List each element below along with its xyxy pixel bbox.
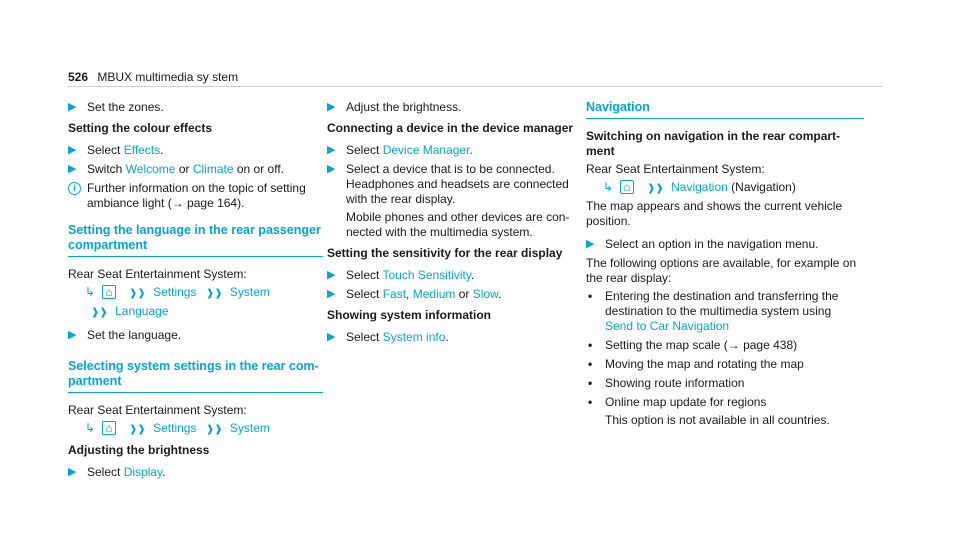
- double-chevron-icon: ❱❱: [205, 288, 223, 299]
- step-arrow-icon: ▶: [327, 288, 336, 300]
- subheading-brightness: Adjusting the brightness: [68, 443, 210, 457]
- list-item: • Showing route information: [588, 376, 745, 390]
- step-arrow-icon: ▶: [327, 144, 336, 156]
- language-link[interactable]: Language: [115, 304, 169, 318]
- settings-link[interactable]: Settings: [153, 285, 197, 299]
- section-title-language: Setting the language in the rear passenger compartment: [68, 223, 323, 257]
- welcome-link[interactable]: Welcome: [125, 162, 176, 176]
- step-select-device-manager: ▶ Select Device Manager.: [327, 143, 473, 157]
- list-item: • Online map update for regions This option is not available in all countries.: [586, 395, 864, 428]
- note-availability: This option is not available in all countries.: [605, 413, 830, 427]
- rear-seat-label: Rear Seat Entertainment System:: [68, 403, 247, 417]
- list-item: • Moving the map and rotating the map: [588, 357, 804, 371]
- device-manager-link[interactable]: Device Manager: [382, 143, 470, 157]
- rear-seat-label: Rear Seat Entertainment System:: [586, 162, 765, 176]
- home-icon: ⌂: [102, 285, 115, 299]
- step-select-display: ▶ Select Display.: [68, 465, 166, 479]
- touch-sensitivity-link[interactable]: Touch Sensitivity: [382, 268, 471, 282]
- rear-seat-label: Rear Seat Entertainment System:: [68, 267, 247, 281]
- step-select-device: ▶ Select a device that is to be connected. Headphones and headsets are connected with the rear display. Mobile phones and other devices are con- nected with the multimedia system.: [327, 162, 582, 240]
- double-chevron-icon: ❱❱: [129, 424, 146, 435]
- double-chevron-icon: ❱❱: [647, 183, 664, 194]
- column-2: [327, 100, 582, 349]
- header-divider: [68, 86, 882, 87]
- return-arrow-icon: ↳: [603, 180, 614, 194]
- column-3: [586, 100, 864, 432]
- effects-link[interactable]: Effects: [123, 143, 161, 157]
- subheading-switch-navigation: Switching on navigation in the rear compart- ment: [586, 129, 841, 158]
- subheading-colour-effects: Setting the colour effects: [68, 121, 213, 135]
- list-item: • Entering the destination and transferring the destination to the multimedia system using Send to Car Navigation: [588, 289, 839, 333]
- subheading-sensitivity: Setting the sensitivity for the rear display: [327, 246, 563, 260]
- section-title-navigation: Navigation: [586, 100, 864, 119]
- step-arrow-icon: ▶: [68, 144, 77, 156]
- home-icon: ⌂: [620, 180, 633, 194]
- subheading-system-info: Showing system information: [327, 308, 492, 322]
- step-arrow-icon: ▶: [586, 238, 595, 250]
- step-arrow-icon: ▶: [68, 101, 77, 113]
- options-intro: The following options are available, for example on the rear display:: [586, 256, 857, 285]
- step-switch-welcome: ▶ Switch Welcome or Climate on or off.: [68, 162, 285, 176]
- note-mobile-phones: Mobile phones and other devices are con- nected with the multimedia system.: [346, 210, 570, 239]
- step-select-option: ▶ Select an option in the navigation menu.: [586, 237, 819, 251]
- list-item: • Setting the map scale (→ page 438): [588, 338, 798, 352]
- double-chevron-icon: ❱❱: [91, 307, 108, 318]
- fast-link[interactable]: Fast: [382, 287, 407, 301]
- info-icon: i: [68, 182, 81, 195]
- step-arrow-icon: ▶: [327, 331, 336, 343]
- step-set-zones: ▶ Set the zones.: [68, 100, 164, 114]
- step-arrow-icon: ▶: [327, 163, 336, 175]
- info-note: i Further information on the topic of setting ambiance light (→ page 164).: [68, 181, 323, 211]
- double-chevron-icon: ❱❱: [129, 288, 146, 299]
- double-chevron-icon: ❱❱: [205, 424, 223, 435]
- subheading-device-manager: Connecting a device in the device manager: [327, 121, 574, 135]
- step-select-touch-sensitivity: ▶ Select Touch Sensitivity.: [327, 268, 475, 282]
- return-arrow-icon: ↳: [85, 421, 96, 435]
- step-adjust-brightness: ▶ Adjust the brightness.: [327, 100, 462, 114]
- system-info-link[interactable]: System info: [382, 330, 446, 344]
- step-arrow-icon: ▶: [68, 466, 77, 478]
- settings-link[interactable]: Settings: [153, 421, 197, 435]
- step-arrow-icon: ▶: [327, 269, 336, 281]
- navigation-link[interactable]: Navigation: [671, 180, 728, 194]
- send-to-car-link[interactable]: Send to Car Navigation: [605, 319, 730, 333]
- display-link[interactable]: Display: [123, 465, 163, 479]
- menu-path-navigation: ↳ ⌂ ❱❱ Navigation (Navigation): [603, 180, 796, 194]
- step-arrow-icon: ▶: [68, 163, 77, 175]
- step-set-language: ▶ Set the language.: [68, 328, 182, 342]
- step-arrow-icon: ▶: [68, 329, 77, 341]
- home-icon: ⌂: [102, 421, 115, 435]
- page-number: 526: [68, 70, 89, 84]
- step-select-effects: ▶ Select Effects.: [68, 143, 164, 157]
- step-select-speed: ▶ Select Fast, Medium or Slow.: [327, 287, 502, 301]
- page-header: [68, 70, 238, 85]
- medium-link[interactable]: Medium: [412, 287, 456, 301]
- menu-path-system: [68, 421, 323, 437]
- map-appears-text: The map appears and shows the current vehicle position.: [586, 199, 843, 228]
- system-link[interactable]: System: [229, 285, 270, 299]
- system-link[interactable]: System: [229, 421, 270, 435]
- menu-path-language: [68, 285, 323, 301]
- page-header-title: MBUX multimedia sy stem: [97, 70, 239, 84]
- step-select-system-info: ▶ Select System info.: [327, 330, 449, 344]
- section-title-system-settings: Selecting system settings in the rear com- partment: [68, 359, 323, 393]
- return-arrow-icon: ↳: [85, 285, 96, 299]
- step-arrow-icon: ▶: [327, 101, 336, 113]
- slow-link[interactable]: Slow: [472, 287, 499, 301]
- climate-link[interactable]: Climate: [192, 162, 234, 176]
- menu-path-language-2: [68, 304, 323, 320]
- column-1: [68, 100, 323, 484]
